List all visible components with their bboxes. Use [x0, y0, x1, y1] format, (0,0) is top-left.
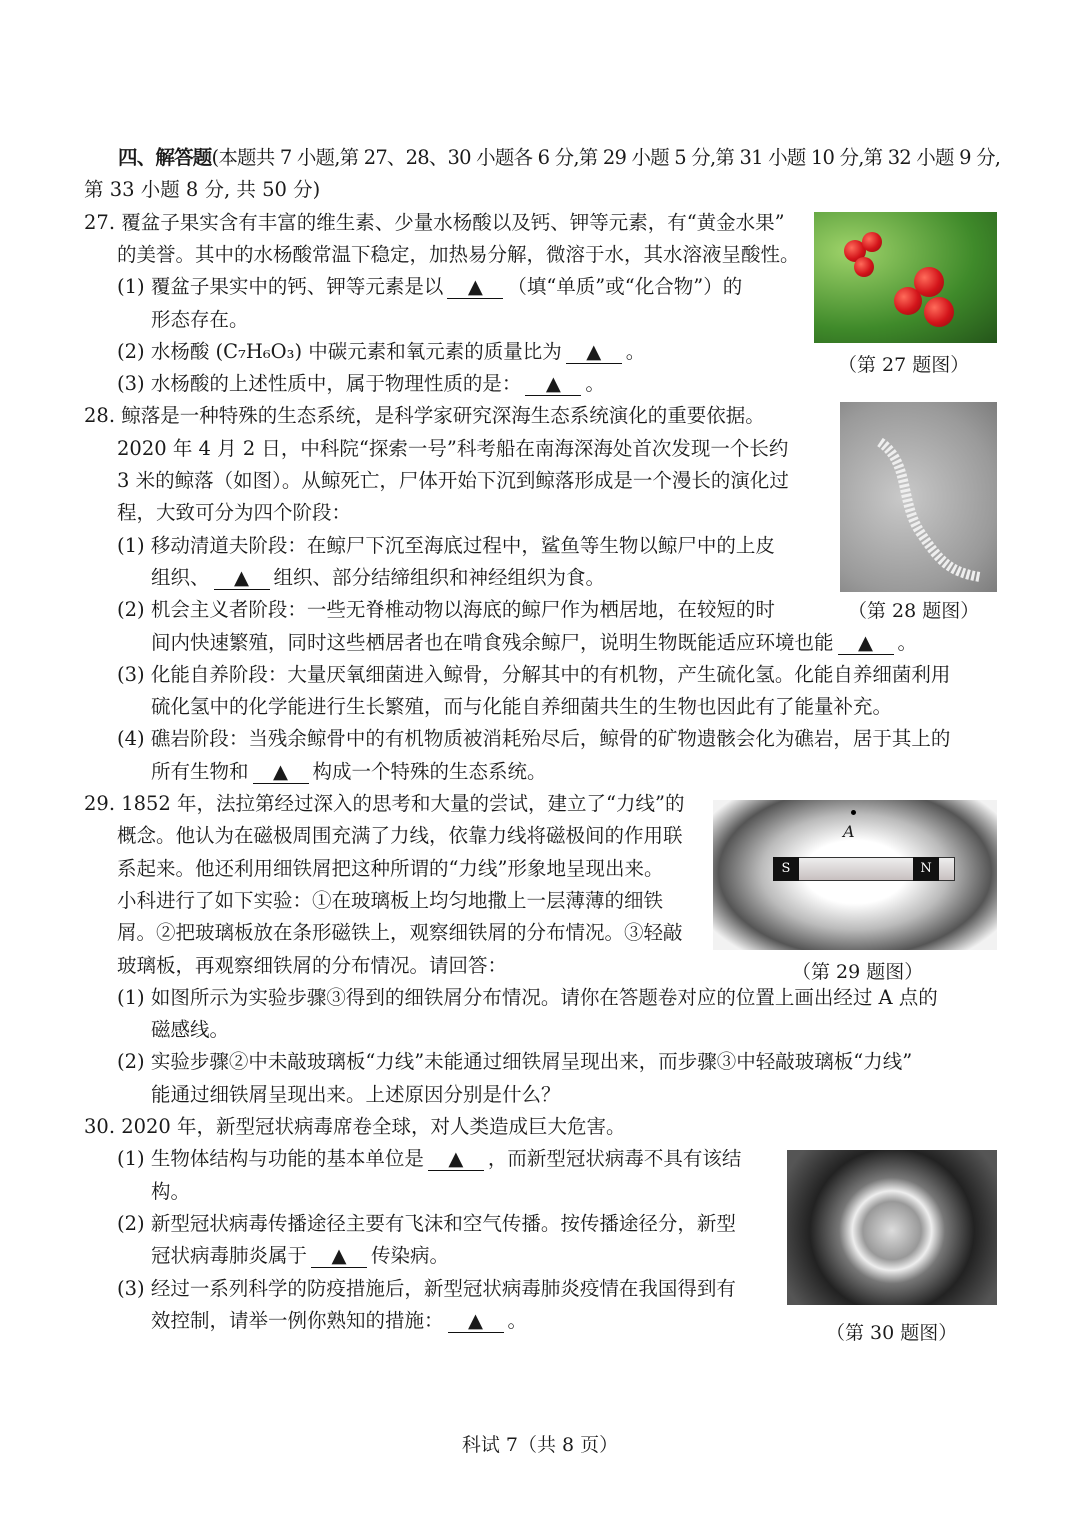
- text-segment: 构成一个特殊的生态系统。: [312, 759, 547, 783]
- magnet-s-pole: S: [773, 857, 799, 881]
- text-segment: 30. 2020 年，新型冠状病毒席卷全球，对人类造成巨大危害。: [84, 1115, 626, 1138]
- text-segment: 。: [585, 372, 605, 396]
- text-line: [84, 1114, 626, 1140]
- whale-fall-photo: [840, 402, 997, 592]
- text-line: [117, 856, 663, 882]
- text-segment: 27. 覆盆子果实含有丰富的维生素、少量水杨酸以及钙、钾等元素，有“黄金水果”: [84, 210, 785, 234]
- answer-blank: ▲: [214, 567, 270, 590]
- answer-blank: ▲: [311, 1245, 367, 1268]
- text-segment: 硫化氢中的化学能进行生长繁殖，而与化能自养细菌共生的生物也因此有了能量补充。: [151, 695, 893, 719]
- text-line: [84, 177, 320, 203]
- figure-29-caption: （第 29 题图）: [792, 961, 924, 983]
- text-segment: (4) 礁岩阶段：当残余鲸骨中的有机物质被消耗殆尽后，鲸骨的矿物遗骸会化为礁岩，居于其上的: [117, 727, 951, 751]
- answer-blank: ▲: [838, 632, 894, 655]
- text-segment: 程，大致可分为四个阶段：: [117, 501, 352, 525]
- text-line: [117, 726, 950, 752]
- text-segment: (1) 移动清道夫阶段：在鲸尸下沉至海底过程中，鲨鱼等生物以鲸尸中的上皮: [117, 533, 775, 557]
- text-line: [117, 662, 950, 688]
- text-segment: 间内快速繁殖，同时这些栖居者也在啃食残余鲸尸，说明生物既能适应环境也能: [151, 630, 834, 654]
- text-line: [151, 565, 605, 591]
- text-line: [151, 1243, 449, 1269]
- text-line: [117, 823, 683, 849]
- text-line: [117, 468, 789, 494]
- text-segment: 构。: [151, 1179, 191, 1203]
- text-line: [117, 985, 938, 1011]
- text-segment: 。: [507, 1308, 528, 1332]
- text-segment: （填“单质”或“化合物”）的: [507, 275, 743, 299]
- text-segment: ，而新型冠状病毒不具有该结: [487, 1147, 742, 1171]
- answer-blank: ▲: [525, 373, 581, 396]
- text-line: [117, 274, 742, 300]
- text-line: [151, 630, 917, 656]
- coronavirus-image: [787, 1150, 997, 1305]
- text-line: [117, 1146, 741, 1172]
- text-segment: (2) 水杨酸 (C₇H₆O₃) 中碳元素和氧元素的质量比为: [117, 339, 562, 363]
- text-segment: 。: [897, 630, 918, 654]
- text-line: [84, 403, 765, 429]
- text-line: [117, 1049, 912, 1075]
- section-title: 四、解答题: [118, 146, 212, 169]
- text-segment: 玻璃板，再观察细铁屑的分布情况。请回答：: [117, 953, 508, 977]
- text-line: [151, 1308, 527, 1334]
- text-segment: 能通过细铁屑呈现出来。上述原因分别是什么？: [151, 1082, 561, 1106]
- text-segment: 小科进行了如下实验：①在玻璃板上均匀地撒上一层薄薄的细铁: [117, 888, 664, 912]
- text-segment: 组织、: [151, 565, 210, 589]
- text-segment: 组织、部分结缔组织和神经组织为食。: [273, 565, 606, 589]
- text-segment: 磁感线。: [151, 1018, 230, 1042]
- text-line: [151, 759, 547, 785]
- text-segment: (1) 如图所示为实验步骤③得到的细铁屑分布情况。请你在答题卷对应的位置上画出经过 A 点的: [117, 985, 938, 1009]
- text-line: [117, 436, 788, 462]
- iron-filings-magnet-photo: [713, 800, 997, 950]
- text-segment: (1) 生物体结构与功能的基本单位是: [117, 1147, 424, 1171]
- text-line: [117, 597, 775, 623]
- text-segment: 概念。他认为在磁极周围充满了力线，依靠力线将磁极间的作用联: [117, 824, 683, 848]
- text-line: [151, 1179, 190, 1205]
- text-line: [117, 533, 775, 559]
- point-a-label: A: [843, 822, 855, 841]
- text-line: [151, 307, 249, 333]
- text-segment: 所有生物和: [151, 759, 249, 783]
- text-segment: (3) 经过一系列科学的防疫措施后，新型冠状病毒肺炎疫情在我国得到有: [117, 1276, 736, 1300]
- text-segment: 。: [625, 339, 646, 363]
- text-line: [117, 500, 351, 526]
- text-line: [84, 210, 785, 236]
- text-segment: 系起来。他还利用细铁屑把这种所谓的“力线”形象地呈现出来。: [117, 856, 664, 880]
- text-segment: 29. 1852 年，法拉第经过深入的思考和大量的尝试，建立了“力线”的: [84, 792, 685, 815]
- page-footer: 科试 7（共 8 页）: [461, 1434, 619, 1456]
- text-line: [117, 888, 663, 914]
- text-segment: 2020 年 4 月 2 日，中科院“探索一号”科考船在南海深海处首次发现一个长约: [117, 436, 789, 460]
- text-segment: (2) 实验步骤②中未敲玻璃板“力线”未能通过细铁屑呈现出来，而步骤③中轻敲玻璃板“力线”: [117, 1050, 913, 1074]
- text-line: [117, 1211, 736, 1237]
- text-segment: 的美誉。其中的水杨酸常温下稳定，加热易分解，微溶于水，其水溶液呈酸性。: [117, 242, 800, 266]
- text-line: [117, 339, 645, 365]
- text-segment: 28. 鲸落是一种特殊的生态系统，是科学家研究深海生态系统演化的重要依据。: [84, 404, 765, 428]
- figure-28-caption: （第 28 题图）: [848, 600, 980, 622]
- answer-blank: ▲: [253, 761, 309, 784]
- text-segment: 屑。②把玻璃板放在条形磁铁上，观察细铁屑的分布情况。③轻敲: [117, 921, 683, 945]
- text-line: [118, 145, 1000, 171]
- answer-blank: ▲: [448, 1310, 504, 1333]
- text-line: [84, 791, 684, 817]
- text-line: [151, 1017, 229, 1043]
- text-segment: 第 33 小题 8 分, 共 50 分): [84, 178, 321, 202]
- text-line: [117, 371, 605, 397]
- text-segment: (2) 新型冠状病毒传播途径主要有飞沫和空气传播。按传播途径分，新型: [117, 1211, 736, 1235]
- text-line: [151, 1082, 561, 1108]
- text-segment: 传染病。: [371, 1244, 450, 1268]
- text-segment: (3) 水杨酸的上述性质中，属于物理性质的是：: [117, 372, 522, 396]
- magnet-n-pole: N: [913, 857, 939, 881]
- text-segment: 形态存在。: [151, 307, 249, 331]
- text-segment: (3) 化能自养阶段：大量厌氧细菌进入鲸骨，分解其中的有机物，产生硫化氢。化能自养细菌利用: [117, 662, 951, 686]
- raspberry-photo: [814, 212, 997, 343]
- text-segment: (本题共 7 小题,第 27、28、30 小题各 6 分,第 29 小题 5 分,第 31 小题 10 分,第 32 小题 9 分,: [211, 146, 1001, 169]
- text-segment: 3 米的鲸落（如图）。从鲸死亡，尸体开始下沉到鲸落形成是一个漫长的演化过: [117, 469, 789, 492]
- text-line: [117, 920, 683, 946]
- text-segment: (1) 覆盆子果实中的钙、钾等元素是以: [117, 275, 444, 299]
- text-segment: (2) 机会主义者阶段：一些无脊椎动物以海底的鲸尸作为栖居地，在较短的时: [117, 598, 775, 622]
- text-line: [117, 1276, 736, 1302]
- text-segment: 冠状病毒肺炎属于: [151, 1244, 308, 1268]
- answer-blank: ▲: [428, 1148, 484, 1171]
- figure-27-caption: （第 27 题图）: [838, 354, 970, 376]
- text-line: [151, 694, 892, 720]
- text-line: [117, 242, 800, 268]
- answer-blank: ▲: [447, 276, 503, 299]
- text-segment: 效控制，请举一例你熟知的措施：: [151, 1308, 444, 1332]
- text-line: [117, 953, 507, 979]
- figure-30-caption: （第 30 题图）: [826, 1322, 958, 1344]
- answer-blank: ▲: [566, 341, 622, 364]
